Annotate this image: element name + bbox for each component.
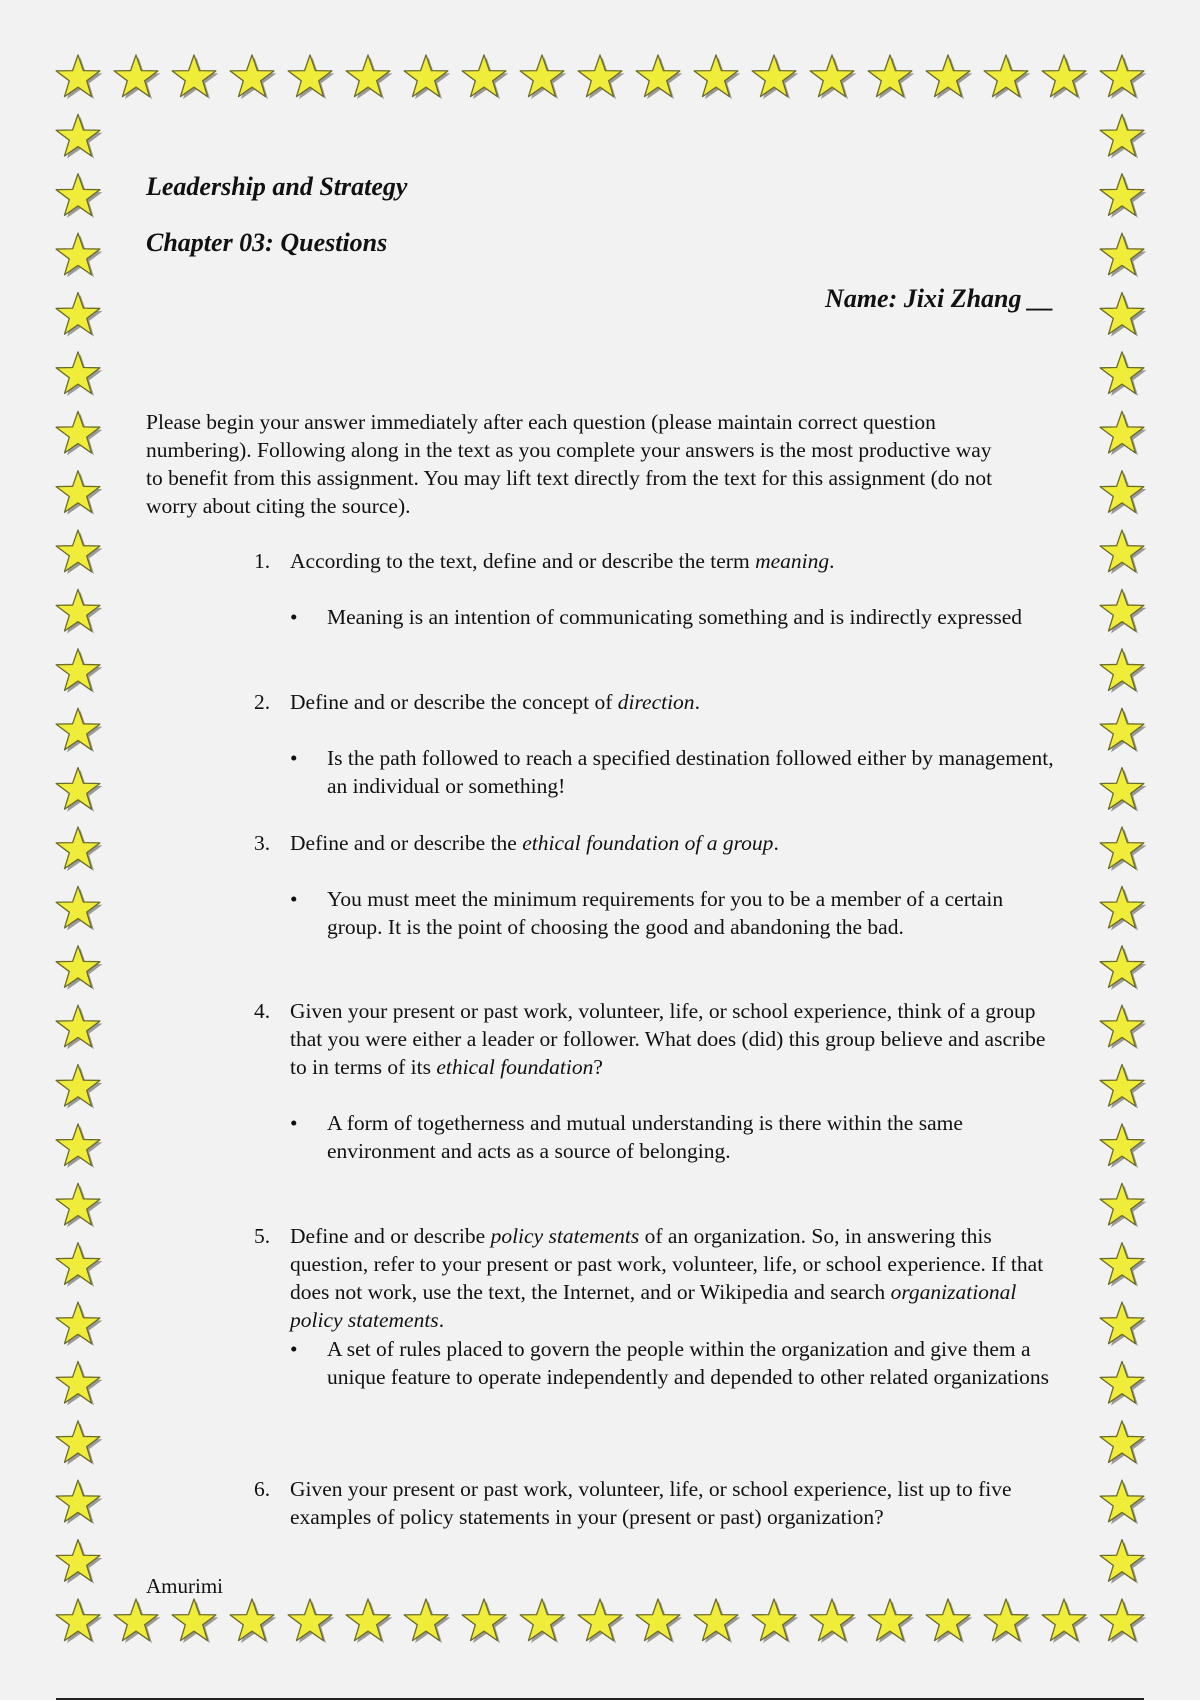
- star-shadow-icon: [291, 58, 335, 100]
- star-icon: [56, 1480, 100, 1522]
- star-shadow-icon: [349, 1602, 393, 1644]
- star-icon: [114, 55, 158, 97]
- star-shadow-icon: [117, 1602, 161, 1644]
- star-shadow-icon: [233, 58, 277, 100]
- question-item: [254, 1222, 1054, 1334]
- answer-text: You must meet the minimum requirements for you to be a member of a certain group. It is the point of choosing the good and abandoning the bad.: [327, 887, 1004, 939]
- instructions-paragraph: Please begin your answer immediately after each question (please maintain correct question numbering). Following along in the text as you complete your answers is the most productive way to benefit from this assignment. You may lift text directly from the text for this assignment (do not worry about citing the source).: [146, 410, 993, 518]
- star-icon: [1100, 1599, 1144, 1641]
- star-shadow-icon: [59, 651, 103, 693]
- bullet-icon: •: [290, 1337, 298, 1361]
- star-shadow-icon: [59, 1364, 103, 1406]
- star-shadow-icon: [871, 58, 915, 100]
- star-shadow-icon: [59, 592, 103, 634]
- star-icon: [520, 1599, 564, 1641]
- star-shadow-icon: [407, 1602, 451, 1644]
- star-icon: [230, 1599, 274, 1641]
- star-icon: [1100, 1361, 1144, 1403]
- star-shadow-icon: [407, 58, 451, 100]
- star-icon: [56, 114, 100, 156]
- star-shadow-icon: [1103, 58, 1147, 100]
- star-shadow-icon: [987, 58, 1031, 100]
- star-shadow-icon: [59, 1186, 103, 1228]
- star-shadow-icon: [1103, 948, 1147, 990]
- star-icon: [1100, 768, 1144, 810]
- star-shadow-icon: [59, 533, 103, 575]
- star-shadow-icon: [59, 295, 103, 337]
- star-shadow-icon: [1103, 295, 1147, 337]
- question-emphasis: meaning: [755, 549, 830, 573]
- star-shadow-icon: [59, 1423, 103, 1465]
- star-icon: [404, 55, 448, 97]
- star-icon: [752, 55, 796, 97]
- star-shadow-icon: [581, 58, 625, 100]
- star-icon: [56, 1540, 100, 1582]
- star-icon: [56, 1302, 100, 1344]
- star-icon: [1100, 1243, 1144, 1285]
- star-shadow-icon: [1103, 889, 1147, 931]
- star-shadow-icon: [59, 1245, 103, 1287]
- star-shadow-icon: [59, 1126, 103, 1168]
- star-shadow-icon: [349, 58, 393, 100]
- star-shadow-icon: [639, 1602, 683, 1644]
- star-icon: [462, 1599, 506, 1641]
- star-icon: [404, 1599, 448, 1641]
- star-shadow-icon: [1103, 533, 1147, 575]
- star-shadow-icon: [697, 1602, 741, 1644]
- star-shadow-icon: [755, 1602, 799, 1644]
- question-number: 4.: [254, 999, 271, 1023]
- bullet-icon: •: [290, 605, 298, 629]
- star-icon: [346, 1599, 390, 1641]
- star-icon: [346, 55, 390, 97]
- star-icon: [56, 1421, 100, 1463]
- question-number: 1.: [254, 549, 271, 573]
- question-emphasis: policy statements: [490, 1224, 640, 1248]
- question-item: [254, 829, 1054, 857]
- star-shadow-icon: [1103, 1364, 1147, 1406]
- star-shadow-icon: [1103, 830, 1147, 872]
- star-icon: [56, 946, 100, 988]
- question-text: According to the text, define and or describe the term meaning.: [290, 549, 835, 573]
- star-shadow-icon: [1103, 117, 1147, 159]
- question-number: 6.: [254, 1477, 271, 1501]
- star-shadow-icon: [1103, 176, 1147, 218]
- star-shadow-icon: [1103, 1067, 1147, 1109]
- star-icon: [1100, 530, 1144, 572]
- star-icon: [1100, 352, 1144, 394]
- star-shadow-icon: [1103, 651, 1147, 693]
- star-icon: [1100, 1480, 1144, 1522]
- question-item: [254, 1475, 1054, 1531]
- question-item: [254, 547, 1054, 575]
- star-icon: [56, 1243, 100, 1285]
- star-shadow-icon: [1103, 1008, 1147, 1050]
- answer-text: Is the path followed to reach a specified destination followed either by management, an individual or something!: [327, 746, 1054, 798]
- star-icon: [56, 352, 100, 394]
- star-shadow-icon: [1103, 1602, 1147, 1644]
- star-shadow-icon: [59, 1542, 103, 1584]
- student-name-label: Name: Jixi Zhang __: [825, 284, 1054, 313]
- star-icon: [56, 233, 100, 275]
- question-number: 5.: [254, 1224, 271, 1248]
- star-shadow-icon: [1103, 236, 1147, 278]
- star-icon: [1100, 174, 1144, 216]
- star-shadow-icon: [59, 889, 103, 931]
- bullet-icon: •: [290, 1111, 298, 1135]
- star-shadow-icon: [871, 1602, 915, 1644]
- star-icon: [56, 649, 100, 691]
- star-shadow-icon: [1103, 592, 1147, 634]
- answer-text: A set of rules placed to govern the people within the organization and give them a unique feature to operate independently and depended to other related organizations: [327, 1337, 1049, 1389]
- star-shadow-icon: [1103, 473, 1147, 515]
- question-number: 2.: [254, 690, 271, 714]
- course-title: Leadership and Strategy: [146, 172, 408, 201]
- star-icon: [288, 1599, 332, 1641]
- star-shadow-icon: [59, 1602, 103, 1644]
- question-emphasis: organizational policy statements: [290, 1280, 1017, 1332]
- star-icon: [1100, 1183, 1144, 1225]
- star-icon: [230, 55, 274, 97]
- star-icon: [56, 589, 100, 631]
- star-shadow-icon: [929, 1602, 973, 1644]
- star-icon: [56, 886, 100, 928]
- star-icon: [1100, 827, 1144, 869]
- star-shadow-icon: [59, 1483, 103, 1525]
- star-icon: [1100, 886, 1144, 928]
- star-icon: [56, 1065, 100, 1107]
- star-icon: [1100, 1065, 1144, 1107]
- star-shadow-icon: [59, 1008, 103, 1050]
- star-shadow-icon: [1103, 1542, 1147, 1584]
- star-icon: [1100, 411, 1144, 453]
- star-icon: [1100, 649, 1144, 691]
- star-icon: [56, 1361, 100, 1403]
- question-text: Given your present or past work, volunteer, life, or school experience, list up to five examples of policy statements in your (present or past) organization?: [290, 1477, 1012, 1529]
- star-shadow-icon: [59, 354, 103, 396]
- star-icon: [636, 55, 680, 97]
- star-shadow-icon: [523, 1602, 567, 1644]
- star-icon: [56, 768, 100, 810]
- star-icon: [810, 1599, 854, 1641]
- star-shadow-icon: [697, 58, 741, 100]
- star-icon: [578, 1599, 622, 1641]
- star-shadow-icon: [59, 830, 103, 872]
- star-shadow-icon: [987, 1602, 1031, 1644]
- star-shadow-icon: [1103, 1305, 1147, 1347]
- star-shadow-icon: [1103, 1483, 1147, 1525]
- star-icon: [1100, 1005, 1144, 1047]
- star-icon: [1100, 233, 1144, 275]
- star-icon: [1042, 55, 1086, 97]
- answer-item: [290, 744, 1055, 800]
- question-number: 3.: [254, 831, 271, 855]
- answer-text: Meaning is an intention of communicating something and is indirectly expressed: [327, 605, 1023, 629]
- star-icon: [926, 1599, 970, 1641]
- star-icon: [868, 55, 912, 97]
- star-icon: [984, 1599, 1028, 1641]
- star-icon: [56, 708, 100, 750]
- star-icon: [56, 1124, 100, 1166]
- star-shadow-icon: [813, 58, 857, 100]
- star-shadow-icon: [1103, 711, 1147, 753]
- star-icon: [1100, 1124, 1144, 1166]
- star-icon: [1100, 1540, 1144, 1582]
- star-icon: [1100, 1421, 1144, 1463]
- star-icon: [288, 55, 332, 97]
- star-shadow-icon: [59, 473, 103, 515]
- star-shadow-icon: [523, 58, 567, 100]
- star-icon: [752, 1599, 796, 1641]
- star-shadow-icon: [1045, 1602, 1089, 1644]
- star-icon: [172, 55, 216, 97]
- star-icon: [56, 174, 100, 216]
- star-shadow-icon: [59, 1305, 103, 1347]
- star-icon: [56, 1005, 100, 1047]
- star-shadow-icon: [1103, 1423, 1147, 1465]
- star-shadow-icon: [1045, 58, 1089, 100]
- star-shadow-icon: [59, 117, 103, 159]
- star-shadow-icon: [929, 58, 973, 100]
- star-icon: [56, 1183, 100, 1225]
- star-icon: [1100, 293, 1144, 335]
- answer-item: [290, 1335, 1055, 1391]
- star-icon: [868, 1599, 912, 1641]
- star-icon: [810, 55, 854, 97]
- answer-item: [290, 1109, 1055, 1165]
- answer-text: A form of togetherness and mutual understanding is there within the same environment and acts as a source of belonging.: [327, 1111, 963, 1163]
- question-emphasis: ethical foundation: [436, 1055, 594, 1079]
- bullet-icon: •: [290, 887, 298, 911]
- star-shadow-icon: [1103, 1186, 1147, 1228]
- star-shadow-icon: [59, 414, 103, 456]
- answer-item: [290, 603, 1055, 631]
- question-emphasis: direction: [617, 690, 695, 714]
- star-icon: [462, 55, 506, 97]
- star-shadow-icon: [59, 58, 103, 100]
- question-text: Given your present or past work, volunteer, life, or school experience, think of a group that you were either a leader or follower. What does (did) this group believe and ascribe to in terms of its ethical foundation?: [290, 999, 1046, 1079]
- question-text: Define and or describe the concept of direction.: [290, 690, 700, 714]
- star-icon: [1042, 1599, 1086, 1641]
- star-icon: [56, 471, 100, 513]
- star-icon: [578, 55, 622, 97]
- star-shadow-icon: [291, 1602, 335, 1644]
- chapter-title: Chapter 03: Questions: [146, 228, 388, 257]
- star-icon: [984, 55, 1028, 97]
- star-icon: [56, 530, 100, 572]
- footer-author: Amurimi: [146, 1574, 223, 1598]
- star-icon: [56, 827, 100, 869]
- question-text: Define and or describe the ethical foundation of a group.: [290, 831, 779, 855]
- star-icon: [56, 411, 100, 453]
- star-shadow-icon: [813, 1602, 857, 1644]
- star-shadow-icon: [1103, 1245, 1147, 1287]
- star-shadow-icon: [465, 1602, 509, 1644]
- star-shadow-icon: [1103, 414, 1147, 456]
- question-item: [254, 688, 1054, 716]
- star-shadow-icon: [117, 58, 161, 100]
- star-icon: [1100, 946, 1144, 988]
- star-icon: [114, 1599, 158, 1641]
- star-shadow-icon: [59, 176, 103, 218]
- star-shadow-icon: [1103, 770, 1147, 812]
- answer-item: [290, 885, 1055, 941]
- star-shadow-icon: [755, 58, 799, 100]
- star-shadow-icon: [581, 1602, 625, 1644]
- star-icon: [636, 1599, 680, 1641]
- question-emphasis: ethical foundation of a group: [522, 831, 774, 855]
- star-shadow-icon: [1103, 1126, 1147, 1168]
- star-icon: [1100, 1302, 1144, 1344]
- star-shadow-icon: [59, 236, 103, 278]
- star-icon: [56, 55, 100, 97]
- star-shadow-icon: [639, 58, 683, 100]
- star-shadow-icon: [465, 58, 509, 100]
- star-icon: [1100, 471, 1144, 513]
- star-shadow-icon: [59, 770, 103, 812]
- star-icon: [1100, 589, 1144, 631]
- star-shadow-icon: [1103, 354, 1147, 396]
- question-text: Define and or describe policy statements of an organization. So, in answering this question, refer to your present or past work, volunteer, life, or school experience. If that does not work, use the text, the Internet, and or Wikipedia and search organizational policy statements.: [290, 1224, 1044, 1332]
- star-icon: [926, 55, 970, 97]
- star-shadow-icon: [59, 711, 103, 753]
- star-icon: [694, 55, 738, 97]
- star-icon: [694, 1599, 738, 1641]
- star-icon: [1100, 708, 1144, 750]
- star-shadow-icon: [175, 58, 219, 100]
- star-icon: [56, 1599, 100, 1641]
- star-icon: [56, 293, 100, 335]
- star-icon: [1100, 55, 1144, 97]
- star-shadow-icon: [59, 1067, 103, 1109]
- star-shadow-icon: [233, 1602, 277, 1644]
- star-shadow-icon: [59, 948, 103, 990]
- star-shadow-icon: [175, 1602, 219, 1644]
- bullet-icon: •: [290, 746, 298, 770]
- star-icon: [520, 55, 564, 97]
- star-icon: [1100, 114, 1144, 156]
- question-item: [254, 997, 1054, 1081]
- star-icon: [172, 1599, 216, 1641]
